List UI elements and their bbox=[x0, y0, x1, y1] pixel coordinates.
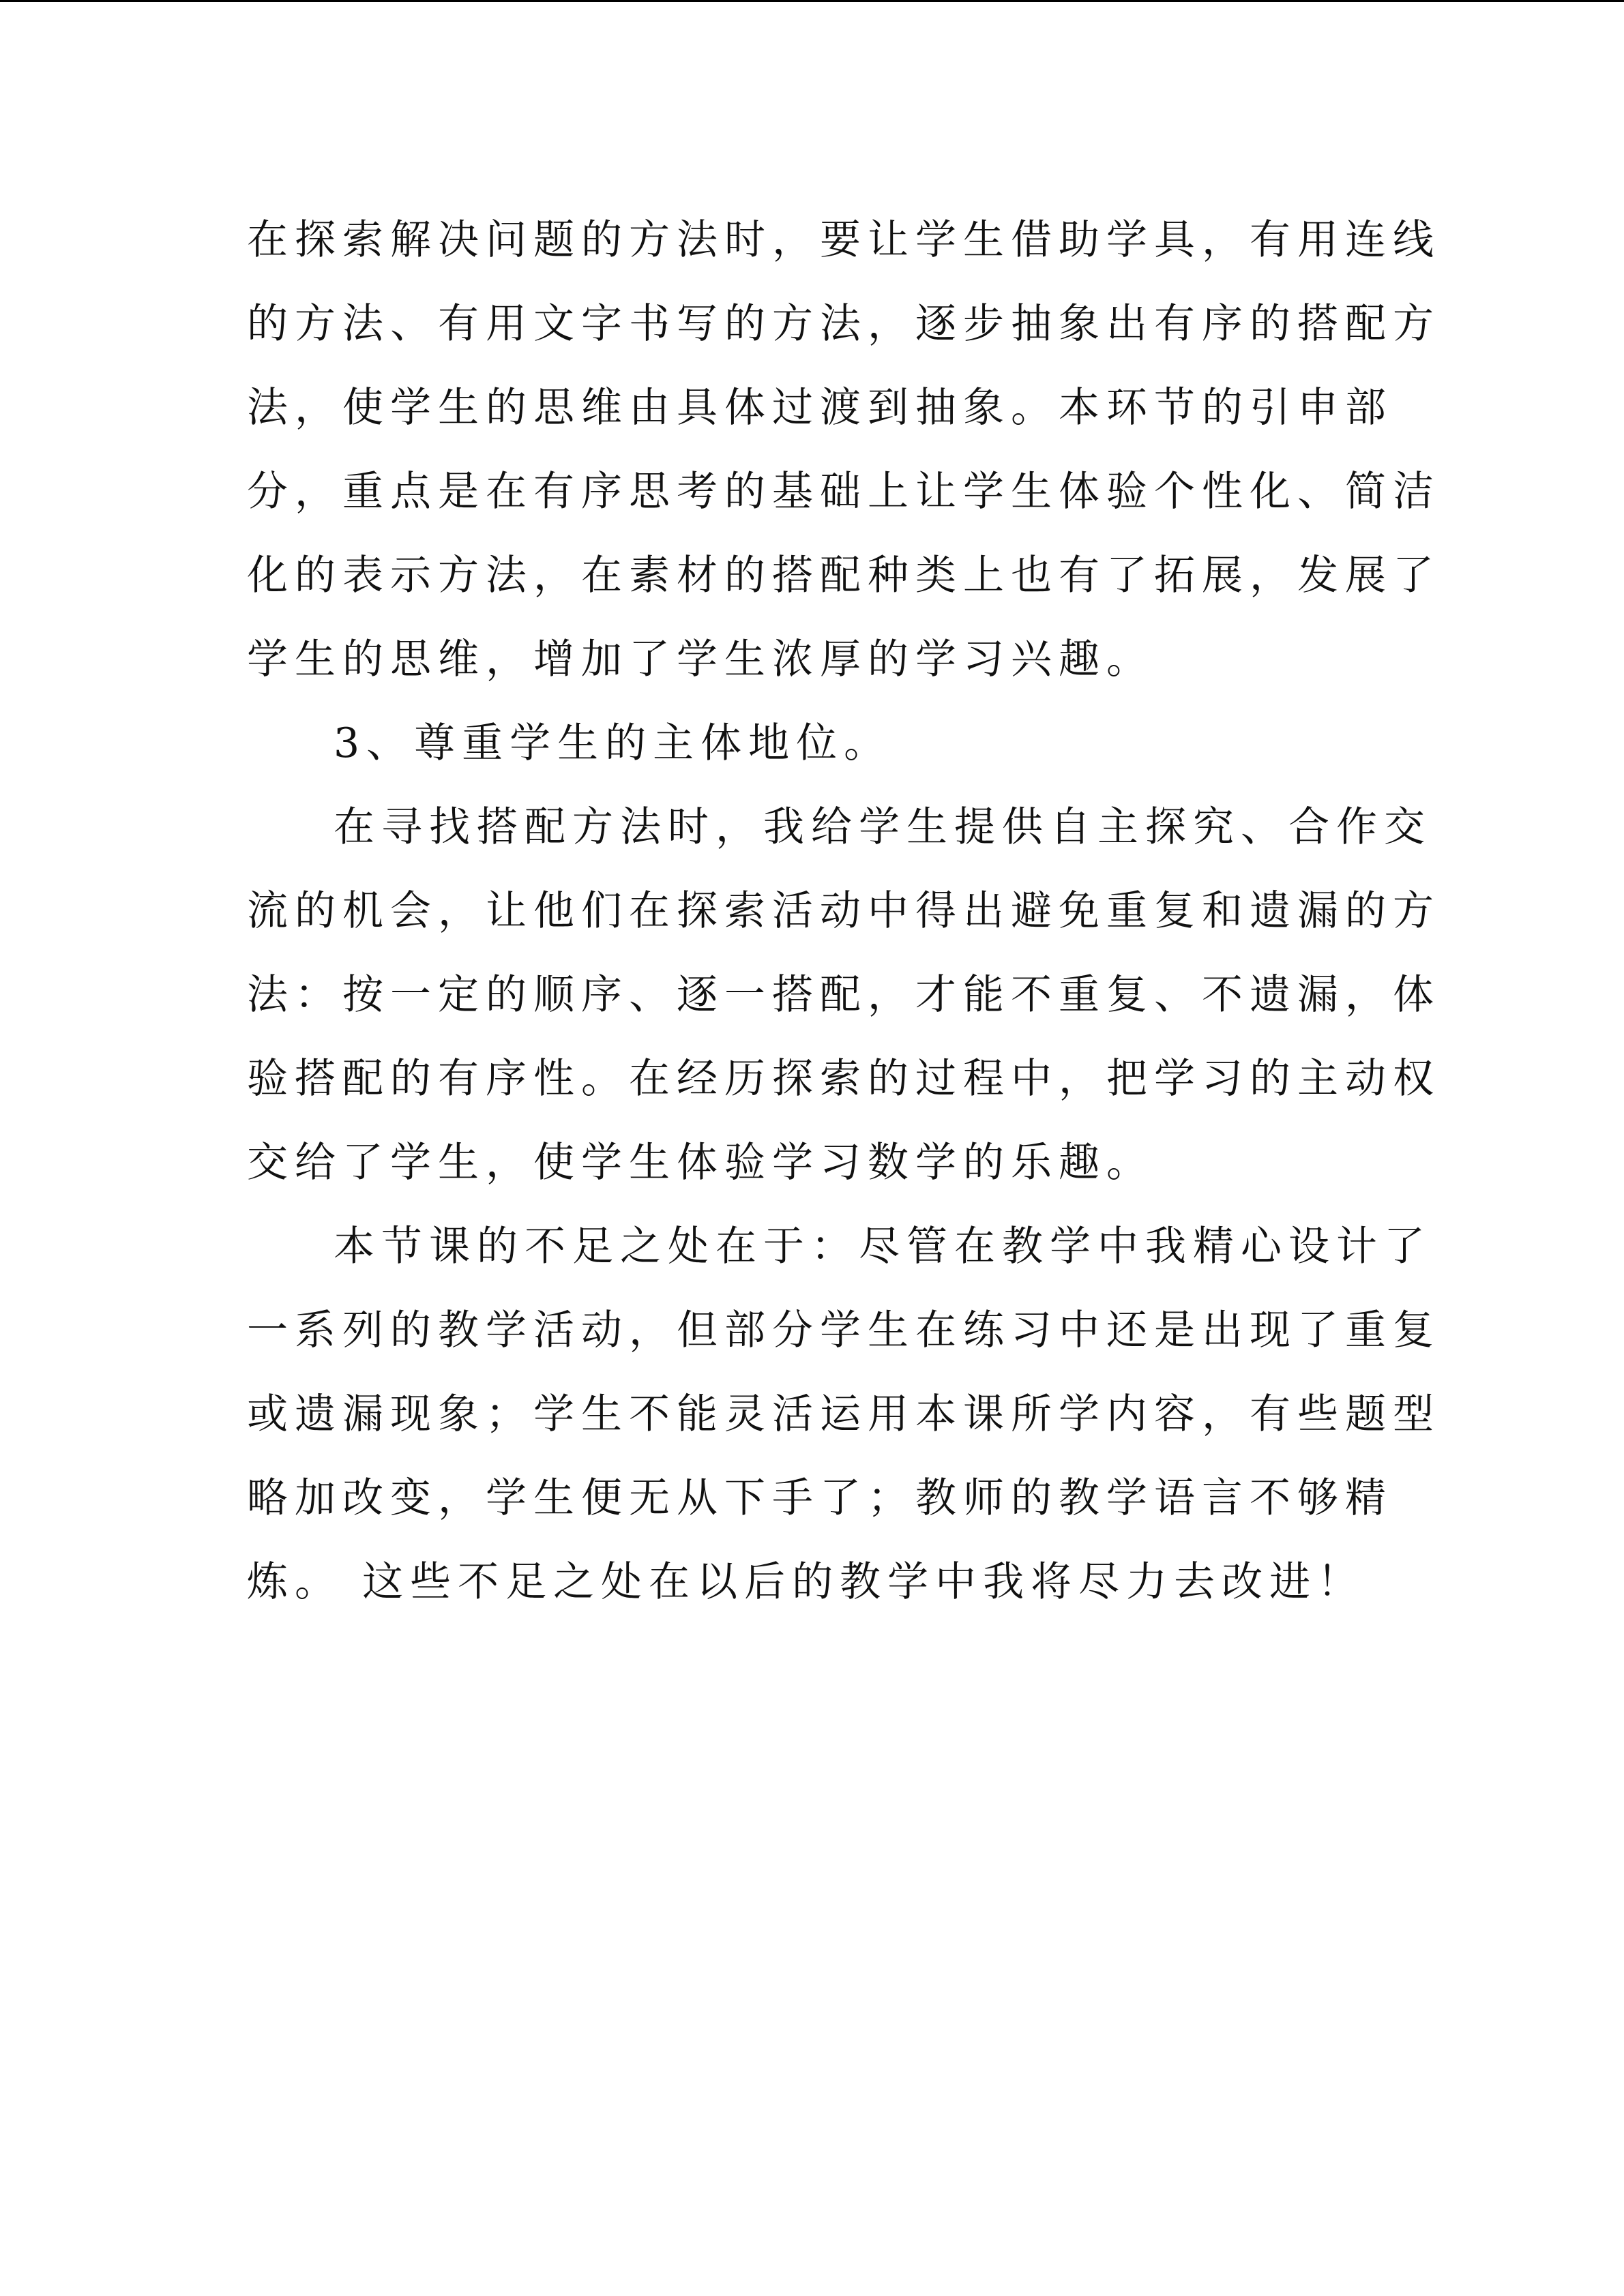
text-line: 化的表示方法，在素材的搭配种类上也有了拓展，发展了 bbox=[247, 552, 1441, 599]
document-body bbox=[247, 198, 1441, 1624]
text-line: 一系列的教学活动，但部分学生在练习中还是出现了重复 bbox=[247, 1307, 1441, 1354]
text-line: 验搭配的有序性。在经历探索的过程中，把学习的主动权 bbox=[247, 1055, 1441, 1103]
text-line: 在寻找搭配方法时，我给学生提供自主探究、合作交 bbox=[334, 803, 1432, 851]
text-line: 或遗漏现象；学生不能灵活运用本课所学内容，有些题型 bbox=[247, 1390, 1441, 1438]
text-line: 学生的思维，增加了学生浓厚的学习兴趣。 bbox=[247, 636, 1154, 683]
text-line: 分，重点是在有序思考的基础上让学生体验个性化、简洁 bbox=[247, 468, 1441, 516]
section-heading: 3、尊重学生的主体地位。 bbox=[334, 719, 892, 767]
text-line: 炼。 这些不足之处在以后的教学中我将尽力去改进！ bbox=[247, 1558, 1365, 1606]
text-line: 流的机会，让他们在探索活动中得出避免重复和遗漏的方 bbox=[247, 887, 1441, 935]
text-line: 略加改变，学生便无从下手了；教师的教学语言不够精 bbox=[247, 1474, 1393, 1522]
text-line: 法：按一定的顺序、逐一搭配，才能不重复、不遗漏，体 bbox=[247, 971, 1441, 1019]
text-line: 的方法、有用文字书写的方法，逐步抽象出有序的搭配方 bbox=[247, 300, 1441, 348]
text-line: 交给了学生，使学生体验学习数学的乐趣。 bbox=[247, 1139, 1154, 1187]
text-line: 本节课的不足之处在于：尽管在教学中我精心设计了 bbox=[334, 1223, 1432, 1270]
text-line: 在探索解决问题的方法时，要让学生借助学具，有用连线 bbox=[247, 216, 1441, 264]
text-line: 法，使学生的思维由具体过渡到抽象。本环节的引申部 bbox=[247, 384, 1393, 432]
